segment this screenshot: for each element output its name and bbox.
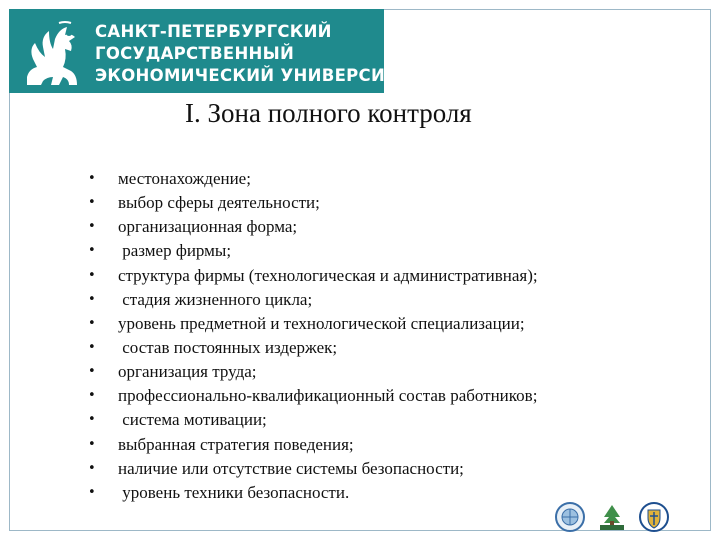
- bullet-icon: •: [88, 412, 96, 428]
- footer-logos: [554, 500, 670, 534]
- bullet-icon: •: [88, 267, 96, 283]
- bullet-icon: •: [88, 315, 96, 331]
- university-name-line-1: САНКТ-ПЕТЕРБУРГСКИЙ: [95, 22, 332, 41]
- bullet-icon: •: [88, 364, 96, 380]
- bullet-icon: •: [88, 219, 96, 235]
- header-bar: [9, 9, 420, 93]
- griffin-logo-icon: [19, 19, 87, 89]
- bullet-icon: •: [88, 339, 96, 355]
- slide-frame-left: [9, 93, 10, 531]
- bullet-icon: •: [88, 171, 96, 186]
- bullet-icon: •: [88, 460, 96, 476]
- tree-emblem-icon: [596, 501, 628, 533]
- university-name-line-2: ГОСУДАРСТВЕННЫЙ: [95, 44, 295, 63]
- bullet-icon: •: [88, 291, 96, 307]
- university-name-line-3: ЭКОНОМИЧЕСКИЙ УНИВЕРСИТЕТ: [95, 66, 420, 85]
- slide-frame-bottom: [9, 530, 384, 531]
- university-name: [95, 21, 420, 87]
- shield-emblem-icon: [638, 501, 670, 533]
- bullet-icon: •: [88, 195, 96, 211]
- bullet-icon: •: [88, 243, 96, 259]
- bullet-icon: •: [88, 388, 96, 404]
- globe-emblem-icon: [554, 501, 586, 533]
- bullet-icon: •: [88, 484, 96, 500]
- bullet-icon: •: [88, 436, 96, 452]
- slide-title: I. Зона полного контроля: [185, 98, 472, 128]
